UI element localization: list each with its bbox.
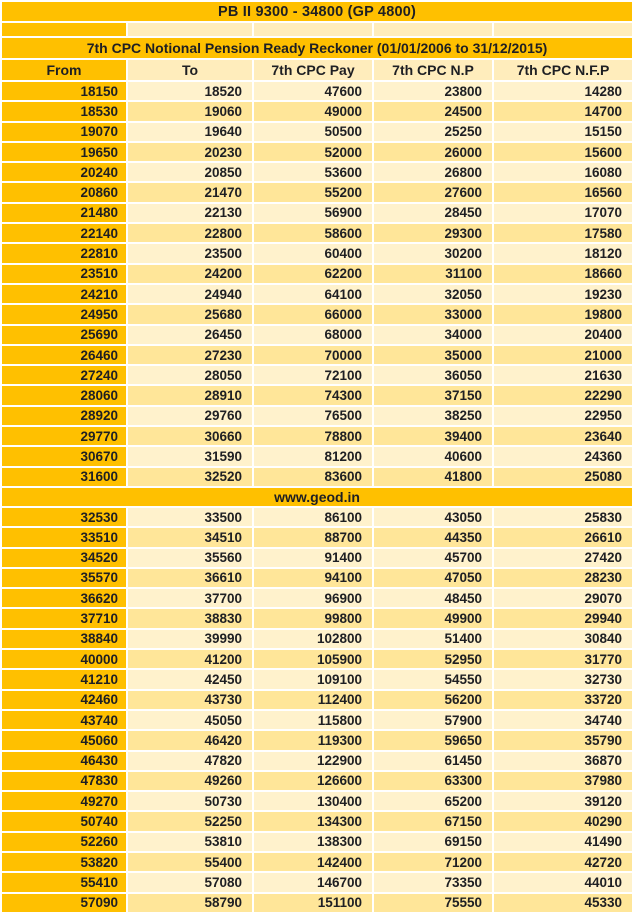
cell-pay: 78800 bbox=[254, 427, 372, 445]
cell-nfp: 16080 bbox=[494, 163, 632, 181]
cell-nfp: 25830 bbox=[494, 508, 632, 526]
cell-to: 35560 bbox=[128, 549, 252, 567]
cell-np: 45700 bbox=[374, 549, 492, 567]
cell-from: 33510 bbox=[2, 528, 126, 546]
table-row bbox=[2, 650, 632, 668]
cell-pay: 112400 bbox=[254, 691, 372, 709]
table-row bbox=[2, 549, 632, 567]
cell-pay: 68000 bbox=[254, 326, 372, 344]
cell-pay: 62200 bbox=[254, 265, 372, 283]
cell-to: 25680 bbox=[128, 305, 252, 323]
cell-np: 63300 bbox=[374, 772, 492, 790]
table-row bbox=[2, 366, 632, 384]
cell-pay: 50500 bbox=[254, 123, 372, 141]
cell-nfp: 22290 bbox=[494, 386, 632, 404]
cell-to: 46420 bbox=[128, 731, 252, 749]
table-row bbox=[2, 82, 632, 100]
cell-from: 40000 bbox=[2, 650, 126, 668]
cell-pay: 134300 bbox=[254, 812, 372, 830]
table-row bbox=[2, 447, 632, 465]
cell-pay: 102800 bbox=[254, 630, 372, 648]
cell-np: 48450 bbox=[374, 589, 492, 607]
cell-to: 58790 bbox=[128, 894, 252, 912]
cell-from: 35570 bbox=[2, 569, 126, 587]
spacer-cell bbox=[494, 23, 632, 36]
table-row bbox=[2, 792, 632, 810]
table-row bbox=[2, 711, 632, 729]
cell-from: 24950 bbox=[2, 305, 126, 323]
cell-from: 28920 bbox=[2, 407, 126, 425]
cell-pay: 83600 bbox=[254, 468, 372, 486]
table-row bbox=[2, 407, 632, 425]
cell-from: 57090 bbox=[2, 894, 126, 912]
cell-to: 24940 bbox=[128, 285, 252, 303]
cell-pay: 126600 bbox=[254, 772, 372, 790]
cell-nfp: 22950 bbox=[494, 407, 632, 425]
cell-from: 37710 bbox=[2, 609, 126, 627]
cell-from: 41210 bbox=[2, 670, 126, 688]
cell-np: 39400 bbox=[374, 427, 492, 445]
cell-np: 32050 bbox=[374, 285, 492, 303]
column-header-row bbox=[2, 60, 632, 80]
cell-to: 19640 bbox=[128, 123, 252, 141]
cell-to: 29760 bbox=[128, 407, 252, 425]
cell-np: 67150 bbox=[374, 812, 492, 830]
spacer-row bbox=[2, 23, 632, 36]
table-row bbox=[2, 386, 632, 404]
cell-pay: 60400 bbox=[254, 244, 372, 262]
cell-to: 39990 bbox=[128, 630, 252, 648]
cell-pay: 64100 bbox=[254, 285, 372, 303]
cell-np: 38250 bbox=[374, 407, 492, 425]
cell-nfp: 36870 bbox=[494, 752, 632, 770]
cell-to: 33500 bbox=[128, 508, 252, 526]
cell-nfp: 33720 bbox=[494, 691, 632, 709]
table-row bbox=[2, 812, 632, 830]
cell-np: 27600 bbox=[374, 183, 492, 201]
cell-np: 33000 bbox=[374, 305, 492, 323]
cell-pay: 55200 bbox=[254, 183, 372, 201]
cell-np: 61450 bbox=[374, 752, 492, 770]
cell-nfp: 44010 bbox=[494, 873, 632, 891]
cell-from: 23510 bbox=[2, 265, 126, 283]
cell-np: 56200 bbox=[374, 691, 492, 709]
cell-from: 18530 bbox=[2, 102, 126, 120]
cell-nfp: 21630 bbox=[494, 366, 632, 384]
cell-nfp: 29070 bbox=[494, 589, 632, 607]
spacer-cell bbox=[374, 23, 492, 36]
cell-pay: 94100 bbox=[254, 569, 372, 587]
cell-to: 28050 bbox=[128, 366, 252, 384]
cell-np: 73350 bbox=[374, 873, 492, 891]
table-row bbox=[2, 752, 632, 770]
cell-np: 59650 bbox=[374, 731, 492, 749]
cell-nfp: 35790 bbox=[494, 731, 632, 749]
cell-np: 44350 bbox=[374, 528, 492, 546]
cell-np: 37150 bbox=[374, 386, 492, 404]
cell-from: 22810 bbox=[2, 244, 126, 262]
cell-from: 42460 bbox=[2, 691, 126, 709]
table-row bbox=[2, 670, 632, 688]
table-row bbox=[2, 569, 632, 587]
cell-from: 19070 bbox=[2, 123, 126, 141]
cell-np: 28450 bbox=[374, 204, 492, 222]
cell-from: 25690 bbox=[2, 326, 126, 344]
table-row bbox=[2, 204, 632, 222]
cell-np: 43050 bbox=[374, 508, 492, 526]
cell-pay: 58600 bbox=[254, 224, 372, 242]
cell-to: 34510 bbox=[128, 528, 252, 546]
column-header-nfp: 7th CPC N.F.P bbox=[494, 60, 632, 80]
cell-np: 65200 bbox=[374, 792, 492, 810]
cell-to: 50730 bbox=[128, 792, 252, 810]
cell-pay: 72100 bbox=[254, 366, 372, 384]
table-row bbox=[2, 691, 632, 709]
cell-to: 20230 bbox=[128, 143, 252, 161]
table-row bbox=[2, 102, 632, 120]
cell-from: 45060 bbox=[2, 731, 126, 749]
cell-np: 31100 bbox=[374, 265, 492, 283]
cell-np: 47050 bbox=[374, 569, 492, 587]
column-header-to: To bbox=[128, 60, 252, 80]
table-body-lower bbox=[2, 508, 632, 912]
cell-np: 69150 bbox=[374, 833, 492, 851]
cell-pay: 115800 bbox=[254, 711, 372, 729]
cell-pay: 66000 bbox=[254, 305, 372, 323]
table-row bbox=[2, 468, 632, 486]
cell-nfp: 17580 bbox=[494, 224, 632, 242]
cell-nfp: 34740 bbox=[494, 711, 632, 729]
cell-np: 24500 bbox=[374, 102, 492, 120]
cell-pay: 151100 bbox=[254, 894, 372, 912]
cell-pay: 99800 bbox=[254, 609, 372, 627]
cell-pay: 109100 bbox=[254, 670, 372, 688]
spacer-cell bbox=[2, 23, 126, 36]
cell-to: 22130 bbox=[128, 204, 252, 222]
cell-from: 53820 bbox=[2, 853, 126, 871]
cell-to: 31590 bbox=[128, 447, 252, 465]
cell-nfp: 45330 bbox=[494, 894, 632, 912]
cell-pay: 138300 bbox=[254, 833, 372, 851]
cell-to: 18520 bbox=[128, 82, 252, 100]
cell-pay: 146700 bbox=[254, 873, 372, 891]
cell-nfp: 29940 bbox=[494, 609, 632, 627]
table-row bbox=[2, 427, 632, 445]
cell-to: 52250 bbox=[128, 812, 252, 830]
cell-nfp: 39120 bbox=[494, 792, 632, 810]
cell-to: 42450 bbox=[128, 670, 252, 688]
title-row bbox=[2, 2, 632, 21]
cell-np: 34000 bbox=[374, 326, 492, 344]
cell-pay: 142400 bbox=[254, 853, 372, 871]
table-row bbox=[2, 265, 632, 283]
cell-to: 53810 bbox=[128, 833, 252, 851]
cell-nfp: 17070 bbox=[494, 204, 632, 222]
cell-from: 18150 bbox=[2, 82, 126, 100]
cell-pay: 70000 bbox=[254, 346, 372, 364]
cell-np: 75550 bbox=[374, 894, 492, 912]
cell-from: 31600 bbox=[2, 468, 126, 486]
cell-np: 41800 bbox=[374, 468, 492, 486]
website-url-banner: www.geod.in bbox=[2, 488, 632, 506]
cell-np: 52950 bbox=[374, 650, 492, 668]
cell-to: 37700 bbox=[128, 589, 252, 607]
cell-from: 20860 bbox=[2, 183, 126, 201]
cell-to: 57080 bbox=[128, 873, 252, 891]
cell-pay: 74300 bbox=[254, 386, 372, 404]
cell-nfp: 20400 bbox=[494, 326, 632, 344]
cell-to: 49260 bbox=[128, 772, 252, 790]
cell-pay: 91400 bbox=[254, 549, 372, 567]
cell-to: 21470 bbox=[128, 183, 252, 201]
cell-from: 50740 bbox=[2, 812, 126, 830]
table-row bbox=[2, 873, 632, 891]
table-row bbox=[2, 589, 632, 607]
cell-to: 32520 bbox=[128, 468, 252, 486]
cell-to: 41200 bbox=[128, 650, 252, 668]
table-row bbox=[2, 326, 632, 344]
cell-from: 24210 bbox=[2, 285, 126, 303]
cell-nfp: 21000 bbox=[494, 346, 632, 364]
cell-from: 34520 bbox=[2, 549, 126, 567]
cell-to: 20850 bbox=[128, 163, 252, 181]
table-row bbox=[2, 285, 632, 303]
cell-nfp: 15150 bbox=[494, 123, 632, 141]
cell-to: 55400 bbox=[128, 853, 252, 871]
cell-np: 23800 bbox=[374, 82, 492, 100]
cell-pay: 49000 bbox=[254, 102, 372, 120]
cell-pay: 86100 bbox=[254, 508, 372, 526]
cell-np: 35000 bbox=[374, 346, 492, 364]
cell-nfp: 26610 bbox=[494, 528, 632, 546]
cell-nfp: 27420 bbox=[494, 549, 632, 567]
cell-np: 71200 bbox=[374, 853, 492, 871]
spacer-cell bbox=[254, 23, 372, 36]
cell-pay: 56900 bbox=[254, 204, 372, 222]
cell-to: 36610 bbox=[128, 569, 252, 587]
cell-nfp: 18120 bbox=[494, 244, 632, 262]
cell-from: 19650 bbox=[2, 143, 126, 161]
cell-from: 52260 bbox=[2, 833, 126, 851]
table-row bbox=[2, 894, 632, 912]
table-row bbox=[2, 183, 632, 201]
cell-pay: 96900 bbox=[254, 589, 372, 607]
cell-nfp: 25080 bbox=[494, 468, 632, 486]
cell-nfp: 24360 bbox=[494, 447, 632, 465]
cell-pay: 119300 bbox=[254, 731, 372, 749]
cell-np: 51400 bbox=[374, 630, 492, 648]
table-row bbox=[2, 528, 632, 546]
cell-to: 30660 bbox=[128, 427, 252, 445]
cell-nfp: 19230 bbox=[494, 285, 632, 303]
cell-to: 28910 bbox=[128, 386, 252, 404]
table-row bbox=[2, 630, 632, 648]
cell-nfp: 15600 bbox=[494, 143, 632, 161]
cell-pay: 105900 bbox=[254, 650, 372, 668]
column-header-from: From bbox=[2, 60, 126, 80]
cell-np: 29300 bbox=[374, 224, 492, 242]
cell-pay: 122900 bbox=[254, 752, 372, 770]
cell-nfp: 32730 bbox=[494, 670, 632, 688]
table-row bbox=[2, 731, 632, 749]
cell-from: 30670 bbox=[2, 447, 126, 465]
cell-from: 32530 bbox=[2, 508, 126, 526]
banner-row bbox=[2, 488, 632, 506]
table-row bbox=[2, 833, 632, 851]
cell-from: 20240 bbox=[2, 163, 126, 181]
table-row bbox=[2, 305, 632, 323]
cell-from: 28060 bbox=[2, 386, 126, 404]
cell-nfp: 42720 bbox=[494, 853, 632, 871]
table-row bbox=[2, 224, 632, 242]
cell-nfp: 30840 bbox=[494, 630, 632, 648]
cell-from: 36620 bbox=[2, 589, 126, 607]
table-row bbox=[2, 346, 632, 364]
cell-from: 22140 bbox=[2, 224, 126, 242]
cell-to: 23500 bbox=[128, 244, 252, 262]
cell-np: 36050 bbox=[374, 366, 492, 384]
cell-from: 49270 bbox=[2, 792, 126, 810]
cell-pay: 52000 bbox=[254, 143, 372, 161]
cell-np: 26000 bbox=[374, 143, 492, 161]
table-row bbox=[2, 609, 632, 627]
cell-pay: 88700 bbox=[254, 528, 372, 546]
cell-np: 57900 bbox=[374, 711, 492, 729]
cell-pay: 81200 bbox=[254, 447, 372, 465]
cell-from: 29770 bbox=[2, 427, 126, 445]
cell-nfp: 16560 bbox=[494, 183, 632, 201]
cell-nfp: 18660 bbox=[494, 265, 632, 283]
table-row bbox=[2, 772, 632, 790]
cell-nfp: 37980 bbox=[494, 772, 632, 790]
cell-to: 45050 bbox=[128, 711, 252, 729]
cell-nfp: 23640 bbox=[494, 427, 632, 445]
cell-from: 46430 bbox=[2, 752, 126, 770]
cell-to: 26450 bbox=[128, 326, 252, 344]
cell-nfp: 41490 bbox=[494, 833, 632, 851]
cell-to: 24200 bbox=[128, 265, 252, 283]
cell-from: 38840 bbox=[2, 630, 126, 648]
cell-np: 40600 bbox=[374, 447, 492, 465]
cell-np: 49900 bbox=[374, 609, 492, 627]
cell-nfp: 14280 bbox=[494, 82, 632, 100]
cell-from: 21480 bbox=[2, 204, 126, 222]
cell-pay: 76500 bbox=[254, 407, 372, 425]
page-title: PB II 9300 - 34800 (GP 4800) bbox=[2, 2, 632, 21]
cell-from: 26460 bbox=[2, 346, 126, 364]
table-row bbox=[2, 853, 632, 871]
spacer-cell bbox=[128, 23, 252, 36]
table-row bbox=[2, 244, 632, 262]
cell-nfp: 28230 bbox=[494, 569, 632, 587]
cell-np: 25250 bbox=[374, 123, 492, 141]
cell-nfp: 14700 bbox=[494, 102, 632, 120]
banner-section bbox=[2, 488, 632, 506]
cell-to: 19060 bbox=[128, 102, 252, 120]
cell-pay: 47600 bbox=[254, 82, 372, 100]
cell-to: 22800 bbox=[128, 224, 252, 242]
subtitle-row bbox=[2, 38, 632, 58]
cell-np: 26800 bbox=[374, 163, 492, 181]
column-header-pay: 7th CPC Pay bbox=[254, 60, 372, 80]
table-subtitle: 7th CPC Notional Pension Ready Reckoner (01/01/2006 to 31/12/2015) bbox=[2, 38, 632, 58]
cell-from: 43740 bbox=[2, 711, 126, 729]
table-row bbox=[2, 143, 632, 161]
cell-to: 47820 bbox=[128, 752, 252, 770]
table-row bbox=[2, 123, 632, 141]
cell-np: 54550 bbox=[374, 670, 492, 688]
cell-to: 43730 bbox=[128, 691, 252, 709]
table-body-upper bbox=[2, 82, 632, 486]
cell-pay: 53600 bbox=[254, 163, 372, 181]
cell-nfp: 40290 bbox=[494, 812, 632, 830]
cell-from: 27240 bbox=[2, 366, 126, 384]
cell-from: 47830 bbox=[2, 772, 126, 790]
cell-nfp: 31770 bbox=[494, 650, 632, 668]
cell-np: 30200 bbox=[374, 244, 492, 262]
cell-nfp: 19800 bbox=[494, 305, 632, 323]
cell-pay: 130400 bbox=[254, 792, 372, 810]
table-row bbox=[2, 163, 632, 181]
table-row bbox=[2, 508, 632, 526]
cell-to: 38830 bbox=[128, 609, 252, 627]
cell-to: 27230 bbox=[128, 346, 252, 364]
column-header-np: 7th CPC N.P bbox=[374, 60, 492, 80]
cell-from: 55410 bbox=[2, 873, 126, 891]
